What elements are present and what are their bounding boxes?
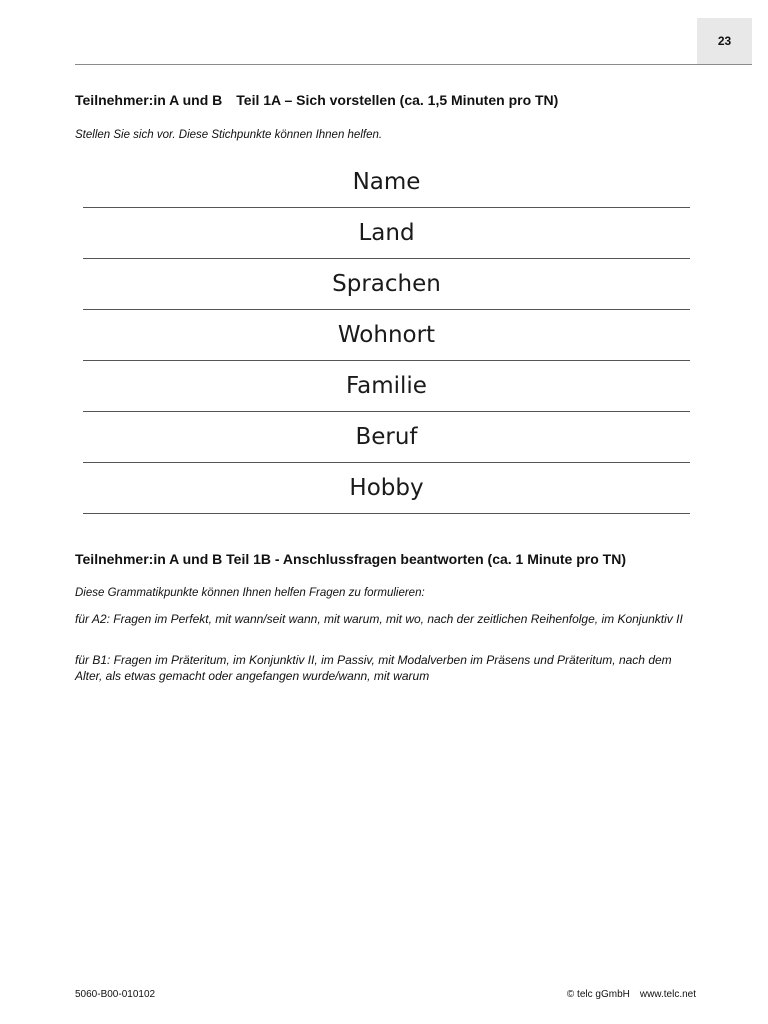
grammar-points-a2: für A2: Fragen im Perfekt, mit wann/seit wann, mit warum, mit wo, nach der zeitlichen Reihenfolge, im Konjunktiv II <box>75 612 683 626</box>
section-1a-title: Teil 1A – Sich vorstellen (ca. 1,5 Minuten pro TN) <box>236 92 559 108</box>
section-1a-participants: Teilnehmer:in A und B <box>75 92 223 108</box>
keyword-item: Wohnort <box>83 310 690 361</box>
website-link[interactable]: www.telc.net <box>639 989 696 1000</box>
copyright-notice: © telc gGmbH <box>566 989 630 1000</box>
keyword-list <box>83 157 690 514</box>
keyword-item: Hobby <box>83 463 690 514</box>
keyword-item: Name <box>83 157 690 208</box>
section-1a-heading <box>75 92 558 108</box>
footer-credits <box>567 989 696 1000</box>
section-1a-instruction: Stellen Sie sich vor. Diese Stichpunkte können Ihnen helfen. <box>75 129 383 141</box>
keyword-item: Beruf <box>83 412 690 463</box>
section-1b-heading: Teilnehmer:in A und B Teil 1B - Anschlussfragen beantworten (ca. 1 Minute pro TN) <box>75 551 626 567</box>
grammar-points-b1: für B1: Fragen im Präteritum, im Konjunktiv II, im Passiv, mit Modalverben im Präsens und Präteritum, nach dem Alter, als etwas gemacht oder angefangen wurde/wann, mit warum <box>75 653 672 683</box>
keyword-item: Familie <box>83 361 690 412</box>
keyword-item: Land <box>83 208 690 259</box>
page-number: 23 <box>697 18 752 64</box>
document-code: 5060-B00-010102 <box>75 989 156 1000</box>
keyword-item: Sprachen <box>83 259 690 310</box>
header-divider <box>75 64 752 65</box>
section-1b-instruction: Diese Grammatikpunkte können Ihnen helfen Fragen zu formulieren: <box>75 587 425 599</box>
